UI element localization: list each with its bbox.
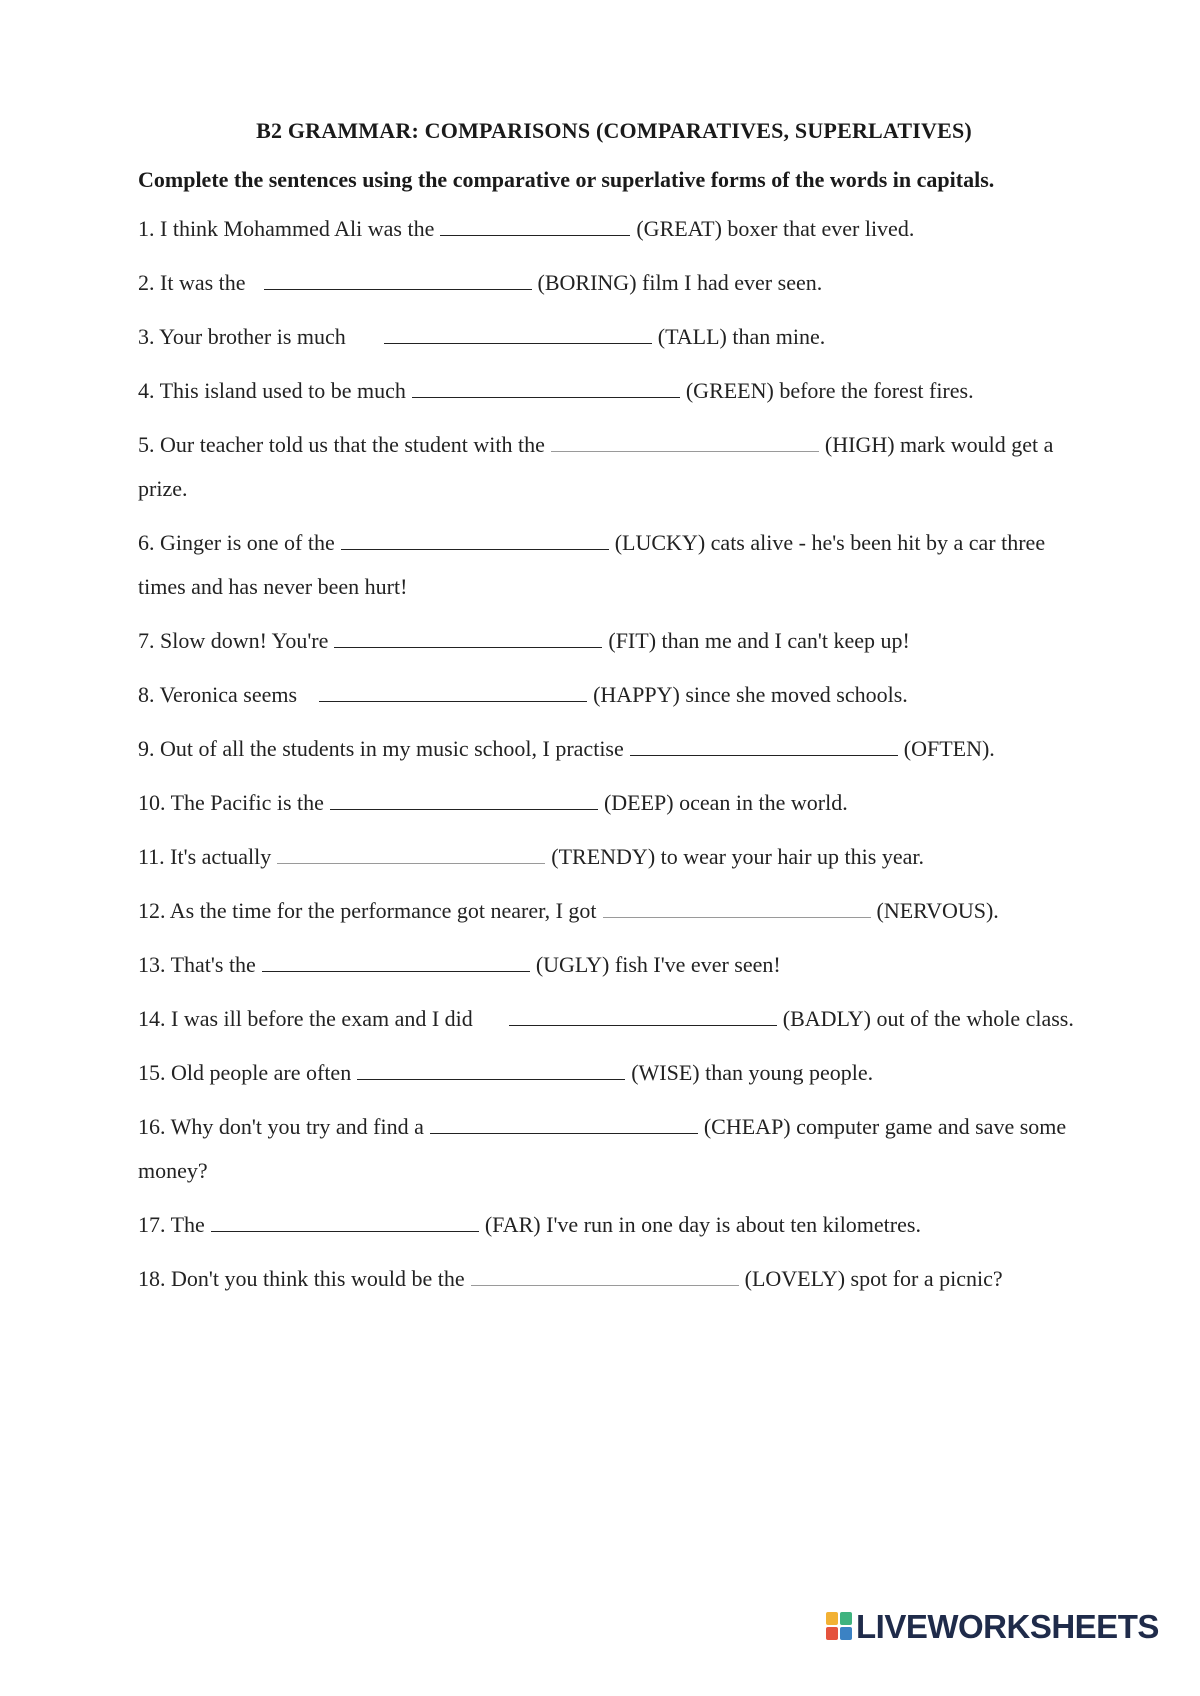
question-text: 17. The — [138, 1212, 205, 1237]
question-item — [138, 835, 1078, 879]
question-item — [138, 1203, 1078, 1247]
worksheet-page — [138, 118, 1078, 1311]
question-text: 11. It's actually — [138, 844, 272, 869]
question-item — [138, 423, 1078, 511]
question-item — [138, 943, 1078, 987]
question-item — [138, 673, 1078, 717]
question-item — [138, 727, 1078, 771]
question-item — [138, 1051, 1078, 1095]
question-list — [138, 207, 1078, 1301]
logo-grid-icon — [826, 1612, 852, 1640]
question-text: (HAPPY) since she moved schools. — [593, 682, 908, 707]
question-item — [138, 315, 1078, 359]
question-text: (BADLY) out of the whole class. — [782, 1006, 1074, 1031]
question-text: 13. That's the — [138, 952, 256, 977]
answer-blank[interactable] — [262, 953, 530, 972]
question-text: 6. Ginger is one of the — [138, 530, 335, 555]
question-item — [138, 369, 1078, 413]
question-item — [138, 619, 1078, 663]
question-text: (HIGH) mark would get a prize. — [138, 432, 1054, 501]
answer-blank[interactable] — [412, 379, 680, 398]
answer-blank[interactable] — [440, 217, 630, 236]
liveworksheets-logo — [826, 1607, 1159, 1645]
answer-blank[interactable] — [430, 1115, 698, 1134]
answer-blank[interactable] — [319, 683, 587, 702]
question-text: (GREAT) boxer that ever lived. — [636, 216, 915, 241]
question-text: 3. Your brother is much — [138, 324, 346, 349]
question-item — [138, 521, 1078, 609]
question-text: 18. Don't you think this would be the — [138, 1266, 465, 1291]
answer-blank[interactable] — [630, 737, 898, 756]
question-text: (FAR) I've run in one day is about ten kilometres. — [484, 1212, 921, 1237]
question-text: 1. I think Mohammed Ali was the — [138, 216, 435, 241]
question-text: (BORING) film I had ever seen. — [537, 270, 823, 295]
question-text: 7. Slow down! You're — [138, 628, 329, 653]
question-item — [138, 207, 1078, 251]
answer-blank[interactable] — [603, 899, 871, 918]
question-text: (OFTEN). — [903, 736, 995, 761]
answer-blank[interactable] — [471, 1267, 739, 1286]
question-text: (LUCKY) cats alive - he's been hit by a car three times and has never been hurt! — [138, 530, 1046, 599]
question-text: (FIT) than me and I can't keep up! — [608, 628, 910, 653]
question-text: 14. I was ill before the exam and I did — [138, 1006, 473, 1031]
question-text: (LOVELY) spot for a picnic? — [744, 1266, 1003, 1291]
question-item — [138, 889, 1078, 933]
question-item — [138, 1105, 1078, 1193]
answer-blank[interactable] — [551, 433, 819, 452]
question-text: (DEEP) ocean in the world. — [603, 790, 848, 815]
question-text: (TRENDY) to wear your hair up this year. — [551, 844, 924, 869]
answer-blank[interactable] — [211, 1213, 479, 1232]
question-text: 12. As the time for the performance got nearer, I got — [138, 898, 597, 923]
question-text: 8. Veronica seems — [138, 682, 298, 707]
answer-blank[interactable] — [334, 629, 602, 648]
answer-blank[interactable] — [264, 271, 532, 290]
question-text: (GREEN) before the forest fires. — [685, 378, 974, 403]
question-text: 10. The Pacific is the — [138, 790, 324, 815]
logo-text: LIVEWORKSHEETS — [856, 1607, 1159, 1645]
question-text: (WISE) than young people. — [631, 1060, 874, 1085]
answer-blank[interactable] — [357, 1061, 625, 1080]
answer-blank[interactable] — [384, 325, 652, 344]
question-item — [138, 781, 1078, 825]
answer-blank[interactable] — [509, 1007, 777, 1026]
worksheet-title: B2 GRAMMAR: COMPARISONS (COMPARATIVES, SUPERLATIVES) — [256, 118, 972, 143]
question-text: (CHEAP) computer game and save some money? — [138, 1114, 1067, 1183]
answer-blank[interactable] — [341, 531, 609, 550]
question-item — [138, 261, 1078, 305]
question-text: 15. Old people are often — [138, 1060, 352, 1085]
question-text: 16. Why don't you try and find a — [138, 1114, 424, 1139]
question-text: 9. Out of all the students in my music school, I practise — [138, 736, 624, 761]
answer-blank[interactable] — [277, 845, 545, 864]
answer-blank[interactable] — [330, 791, 598, 810]
question-text: 5. Our teacher told us that the student with the — [138, 432, 545, 457]
question-text: (TALL) than mine. — [657, 324, 826, 349]
instructions: Complete the sentences using the comparative or superlative forms of the words in capitals. — [138, 167, 995, 192]
question-item — [138, 1257, 1078, 1301]
question-text: 4. This island used to be much — [138, 378, 406, 403]
question-text: (NERVOUS). — [876, 898, 999, 923]
question-text: 2. It was the — [138, 270, 246, 295]
question-text: (UGLY) fish I've ever seen! — [535, 952, 781, 977]
question-item — [138, 997, 1078, 1041]
